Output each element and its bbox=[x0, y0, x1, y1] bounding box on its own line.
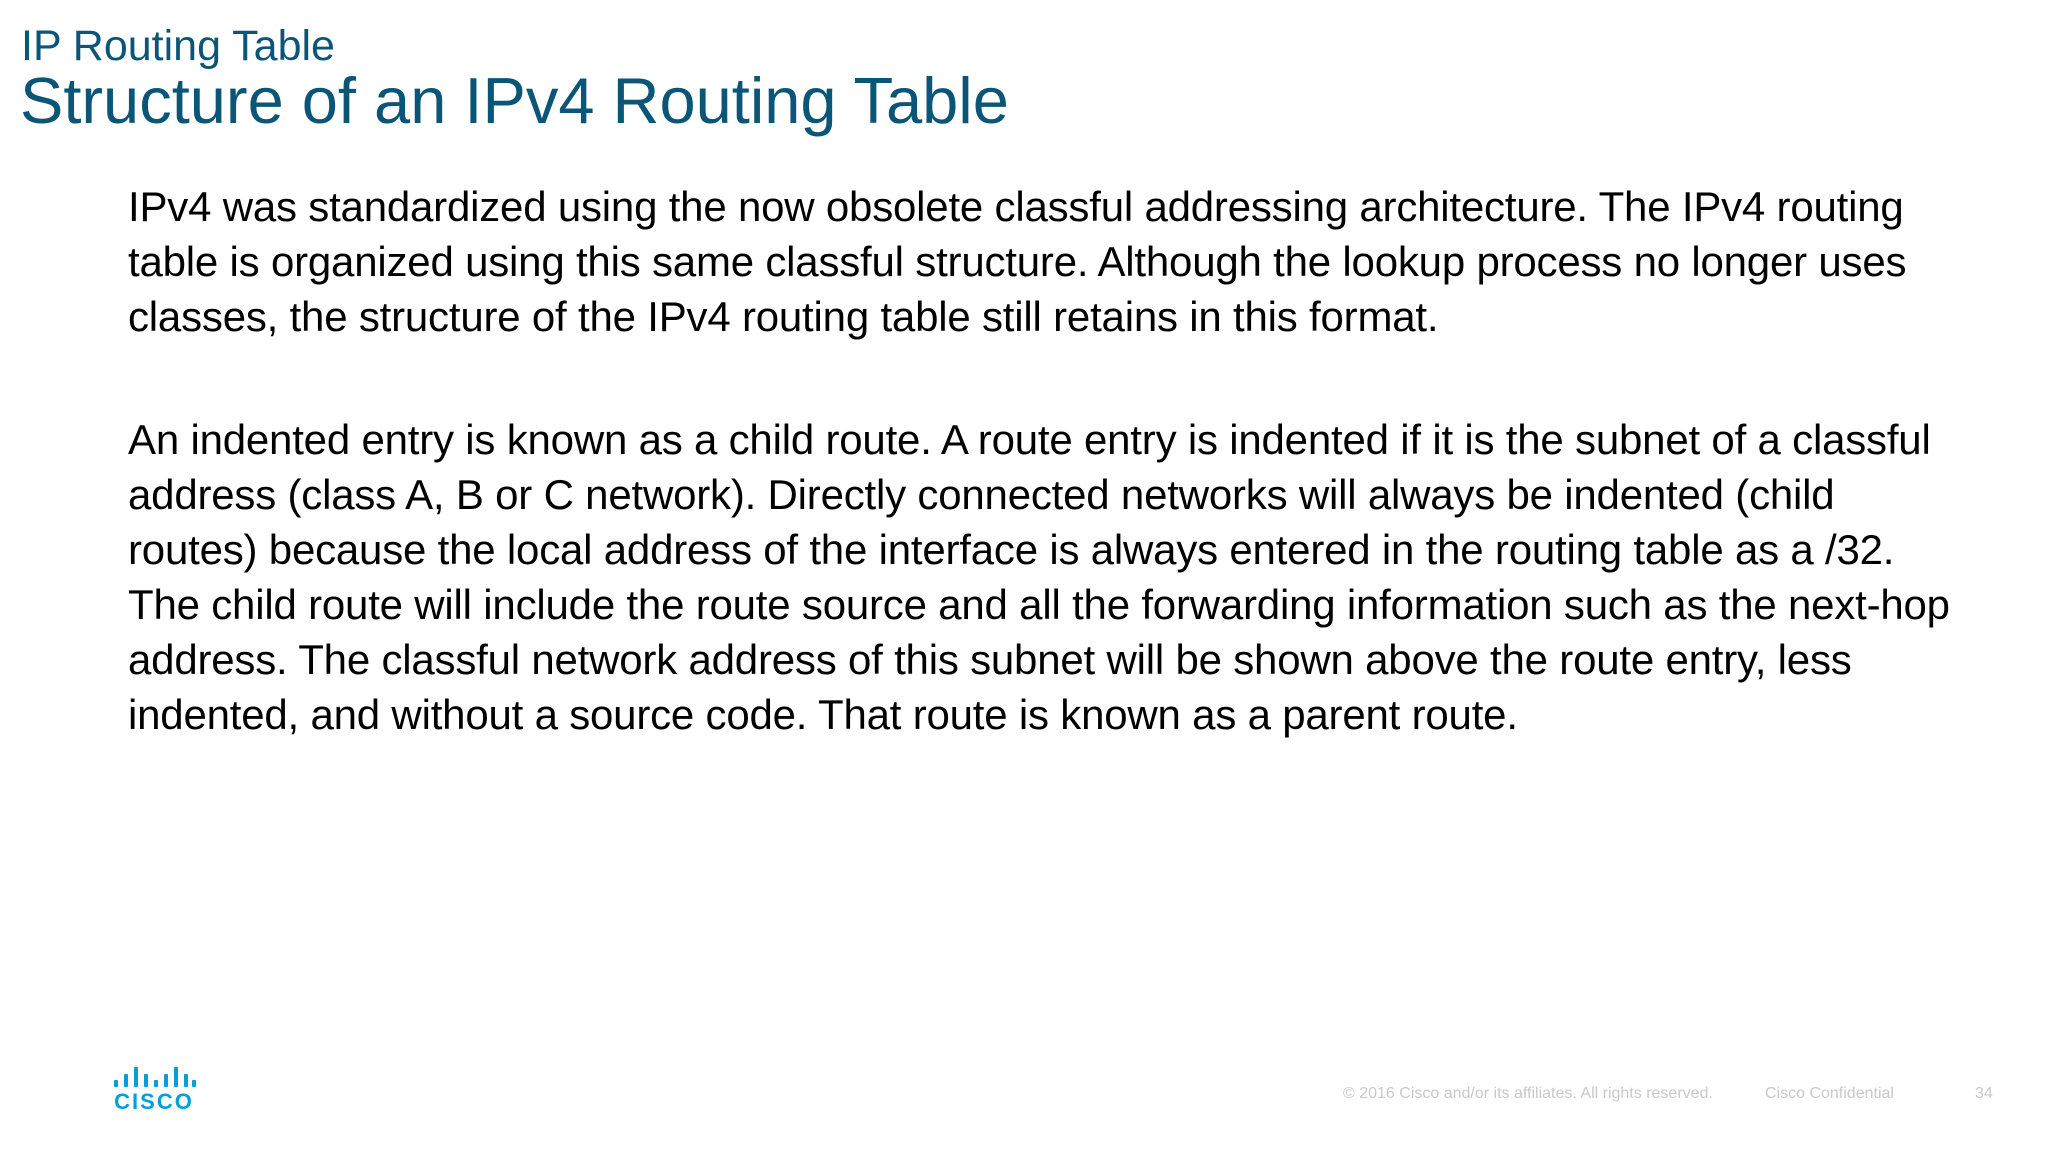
slide-title: Structure of an IPv4 Routing Table bbox=[20, 64, 1009, 137]
body-paragraph-2: An indented entry is known as a child route. A route entry is indented if it is the subnet of a classful address (class A, B or C network). Directly connected networks will always be indented (child routes) because the local address of the interface is always entered in the routing table as a /32. The child route will include the route source and all the forwarding information such as the next-hop address. The classful network address of this subnet will be shown above the route entry, less indented, and without a source code. That route is known as a parent route. bbox=[128, 416, 1950, 738]
cisco-bars bbox=[114, 1065, 194, 1087]
slide-body bbox=[128, 179, 1968, 742]
cisco-wordmark: CISCO bbox=[114, 1089, 194, 1114]
copyright-text: © 2016 Cisco and/or its affiliates. All rights reserved. bbox=[1343, 1085, 1713, 1102]
body-paragraph-1: IPv4 was standardized using the now obsolete classful addressing architecture. The IPv4 routing table is organized using this same classful structure. Although the lookup process no longer uses classes, the structure of the IPv4 routing table still retains in this format. bbox=[128, 183, 1907, 340]
section-title: IP Routing Table bbox=[21, 22, 335, 70]
page-number: 34 bbox=[1975, 1085, 1993, 1102]
cisco-logo-icon bbox=[112, 1065, 196, 1113]
confidential-text: Cisco Confidential bbox=[1765, 1085, 1894, 1102]
